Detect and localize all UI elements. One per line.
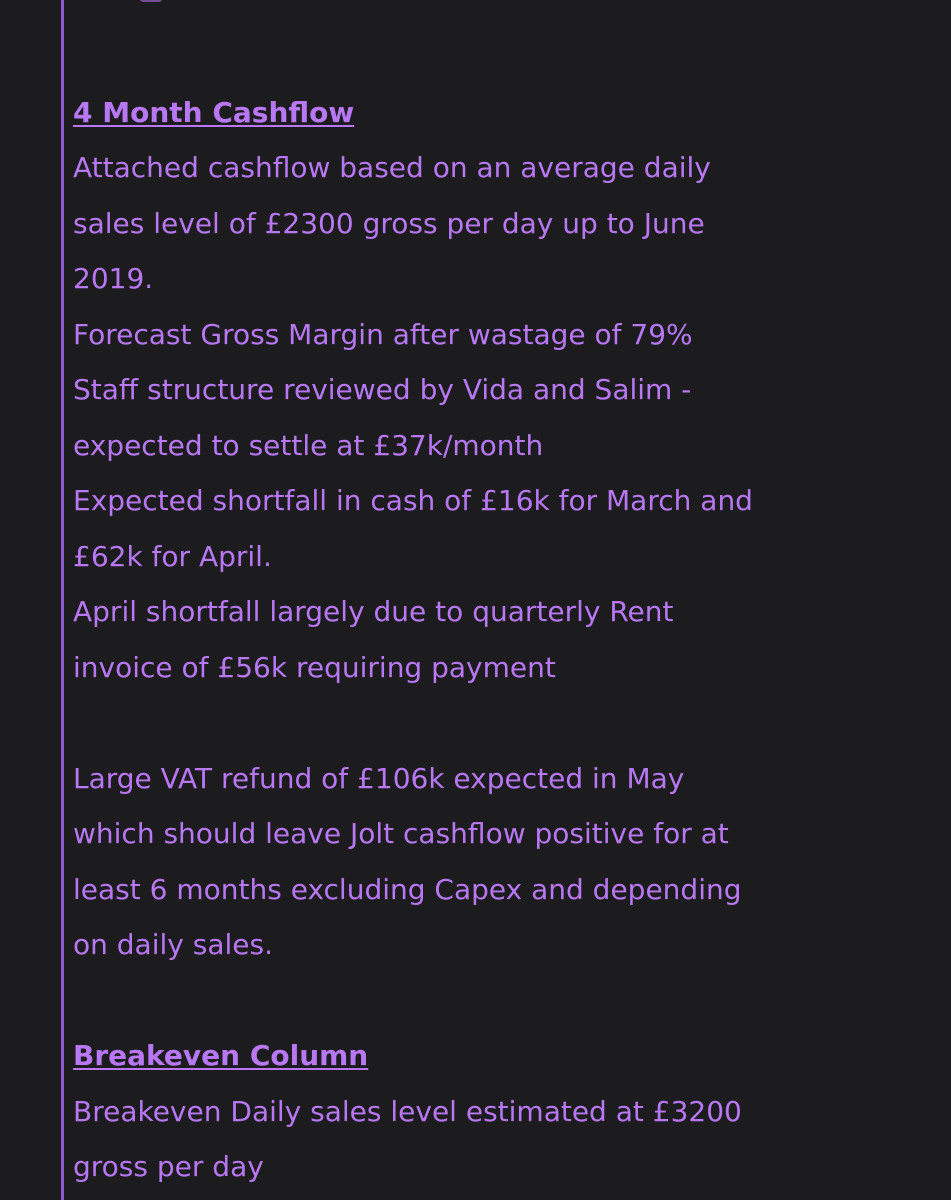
- text-line: which should leave Jolt cashflow positive for at: [73, 817, 729, 850]
- text-line: Forecast Gross Margin after wastage of 79%: [73, 317, 693, 351]
- blockquote-bar: [61, 0, 64, 1200]
- text-line: invoice of £56k requiring payment: [73, 650, 556, 684]
- text-line: 2019.: [73, 262, 154, 295]
- blank-line: [73, 973, 933, 1029]
- text-line: £62k for April.: [73, 539, 272, 573]
- blank-line: [73, 0, 933, 56]
- text-line: Breakeven Daily sales level estimated at £3200: [73, 1094, 742, 1128]
- heading-breakeven-column: Breakeven Column: [73, 1039, 369, 1072]
- message-body: [73, 0, 933, 1195]
- text-line: Attached cashflow based on an average daily: [73, 151, 711, 184]
- text-line: April shortfall largely due to quarterly Rent: [73, 595, 674, 628]
- text-line: gross per day: [73, 1150, 264, 1183]
- text-line: sales level of £2300 gross per day up to June: [73, 206, 705, 240]
- text-line: expected to settle at £37k/month: [73, 428, 544, 462]
- blank-line: [73, 695, 933, 751]
- heading-4-month-cashflow: 4 Month Cashflow: [73, 95, 355, 129]
- text-line: least 6 months excluding Capex and depending: [73, 872, 742, 906]
- text-line: Expected shortfall in cash of £16k for March and: [73, 484, 753, 517]
- text-line: on daily sales.: [73, 928, 273, 961]
- text-line: Large VAT refund of £106k expected in May: [73, 761, 685, 795]
- text-line: Staff structure reviewed by Vida and Salim -: [73, 373, 692, 406]
